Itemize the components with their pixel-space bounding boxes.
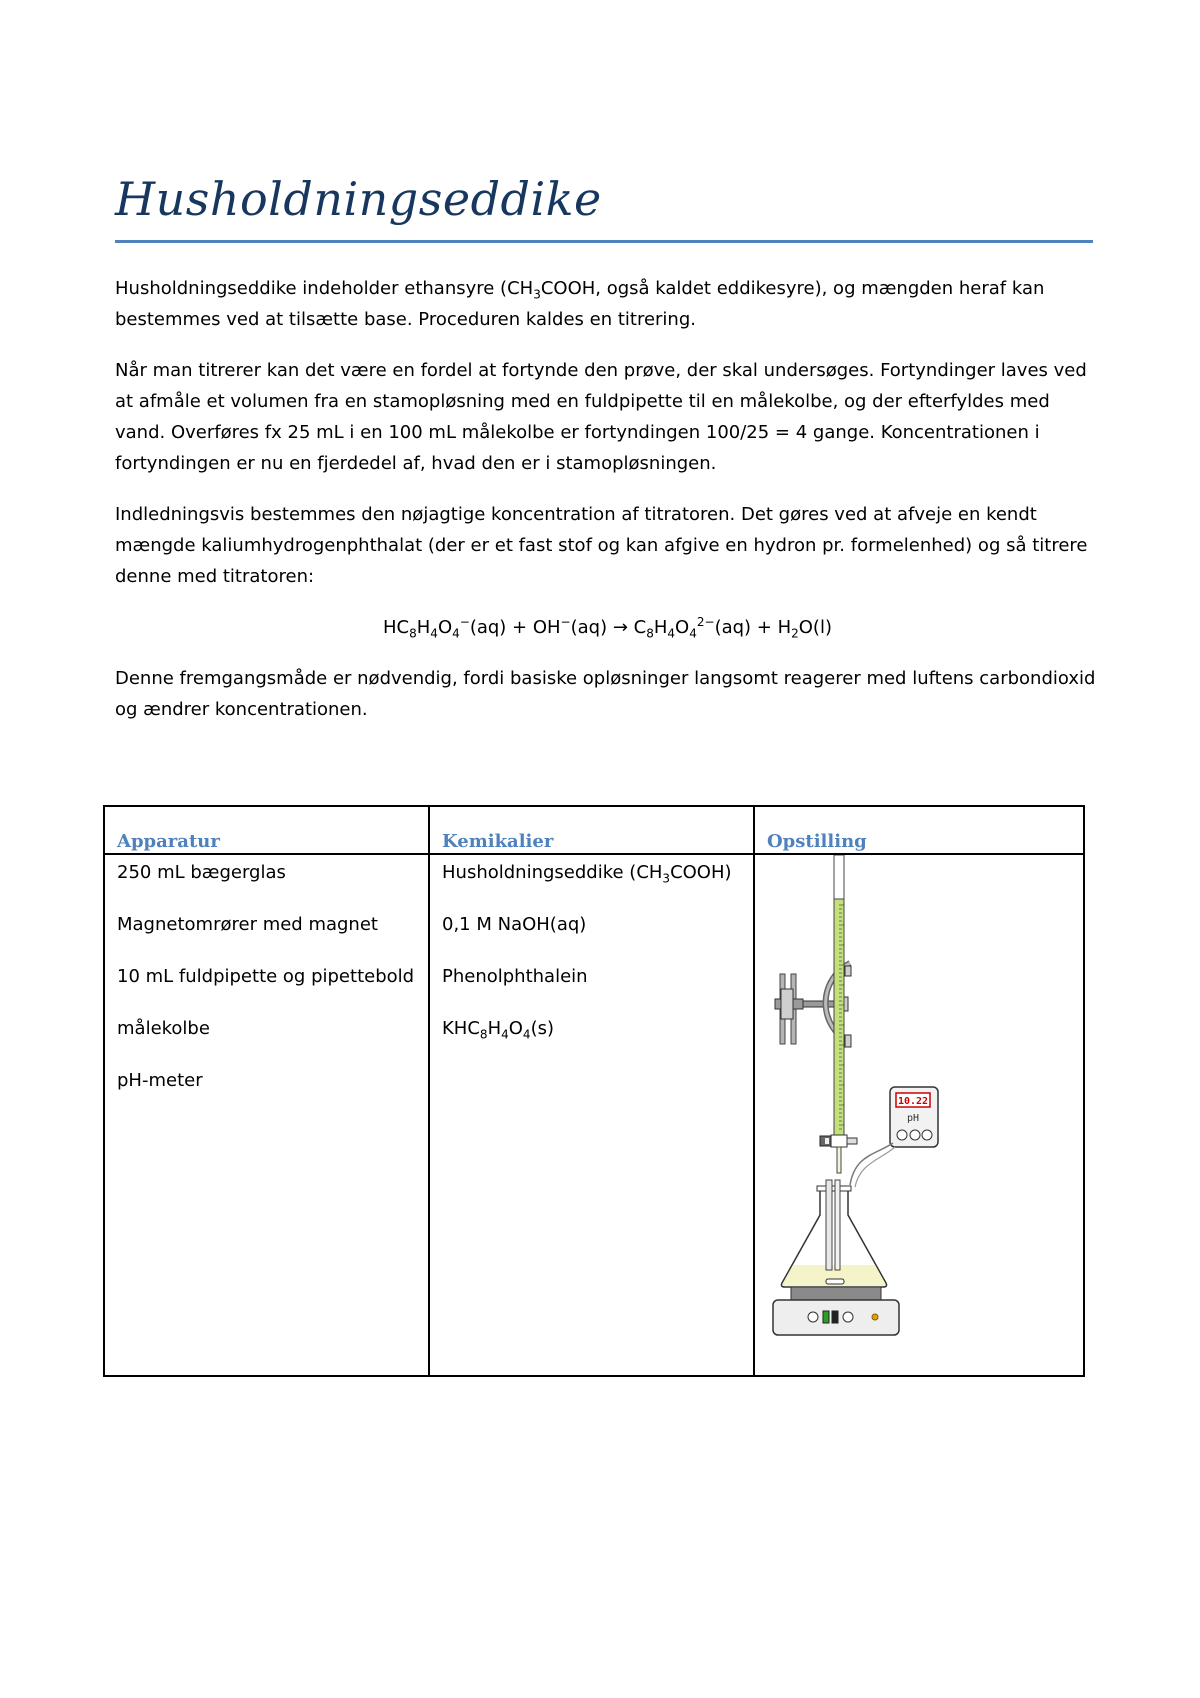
stopcock-body — [831, 1135, 847, 1147]
paragraph-reason: Denne fremgangsmåde er nødvendig, fordi basiske opløsninger langsomt reagerer med luftens carbondioxid og ændrer koncentrationen. — [115, 668, 1096, 720]
titration-setup-diagram — [755, 855, 1085, 1371]
list-item: Phenolphthalein — [442, 966, 588, 987]
header-cell — [104, 806, 429, 854]
flask-rim — [817, 1186, 851, 1191]
header-kemikalier: Kemikalier — [442, 831, 554, 852]
header-cell — [754, 806, 1084, 854]
header-apparatur: Apparatur — [117, 831, 220, 852]
clamp-screw — [845, 1035, 851, 1047]
body-text — [115, 273, 1100, 745]
stirrer-plate — [791, 1287, 881, 1300]
electrode-cable — [850, 1143, 893, 1185]
list-item: $KHC_8H_4O_4(s)$ — [442, 1018, 554, 1042]
paragraph-intro: Husholdningseddike indeholder ethansyre ($CH_3COOH$, også kaldet eddikesyre), og mængden heraf kan bestemmes ved at tilsætte base. Proceduren kaldes en titrering. — [115, 278, 1045, 330]
clamp-boss — [781, 989, 793, 1019]
stirrer-knob-icon — [843, 1312, 853, 1322]
title-underline — [115, 240, 1093, 243]
chemicals-cell — [429, 854, 754, 1376]
ph-meter-knob-icon — [922, 1130, 932, 1140]
clamp-screw — [845, 966, 851, 976]
magnetic-stir-bar — [826, 1279, 844, 1284]
list-item: pH-meter — [117, 1070, 203, 1091]
reaction-equation: $HC_8H_4O_4^-(aq) + OH^-(aq) \to C_8H_4O_4^{2-}(aq) + H_2O(l)$ — [383, 615, 832, 641]
header-opstilling: Opstilling — [767, 831, 867, 852]
list-item: 0,1 M NaOH(aq) — [442, 914, 587, 935]
ph-electrode — [835, 1180, 840, 1270]
table-header-row — [104, 806, 1084, 854]
burette-top — [834, 855, 844, 899]
paragraph-titrator: Indledningsvis bestemmes den nøjagtige koncentration af titratoren. Det gøres ved at afveje en kendt mængde kaliumhydrogenphthalat (der er et fast stof og kan afgive en hydron pr. formelenhed) og så titrere denne med titratoren: — [115, 504, 1088, 587]
list-item: Magnetomrører med magnet — [117, 914, 378, 935]
stopcock-handle — [825, 1138, 829, 1144]
apparatus-cell — [104, 854, 429, 1376]
ph-meter-knob-icon — [897, 1130, 907, 1140]
stirrer-knob-icon — [808, 1312, 818, 1322]
ph-meter-label: pH — [906, 1113, 920, 1124]
ph-electrode — [826, 1180, 832, 1270]
chemicals-list — [442, 858, 741, 1044]
ph-meter-knob-icon — [910, 1130, 920, 1140]
list-item: målekolbe — [117, 1018, 210, 1039]
ph-meter-reading: 10.22 — [897, 1096, 929, 1107]
setup-cell — [754, 854, 1084, 1376]
clamp-arm — [803, 1001, 838, 1007]
stopcock-tip — [847, 1138, 857, 1144]
list-item: 250 mL bægerglas — [117, 862, 286, 883]
header-cell — [429, 806, 754, 854]
list-item: 10 mL fuldpipette og pipettebold — [117, 966, 415, 987]
burette-tip — [837, 1147, 841, 1173]
stirrer-switch — [832, 1311, 838, 1323]
equipment-table — [103, 805, 1085, 1377]
page-title: Husholdningseddike — [115, 172, 602, 226]
list-item: Husholdningseddike $(CH_3COOH)$ — [442, 862, 732, 886]
stirrer-indicator-light — [872, 1314, 878, 1320]
apparatus-list — [117, 858, 416, 1096]
table-row — [104, 854, 1084, 1376]
paragraph-dilution: Når man titrerer kan det være en fordel at fortynde den prøve, der skal undersøges. Fortyndinger laves ved at afmåle et volumen fra en stamopløsning med en fuldpipette til en målekolbe, og der efterfyldes med vand. Overføres fx 25 mL i en 100 mL målekolbe er fortyndingen 100/25 = 4 gange. Koncentrationen i fortyndingen er nu en fjerdedel af, hvad den er i stamopløsningen. — [115, 360, 1087, 474]
stirrer-switch — [823, 1311, 829, 1323]
